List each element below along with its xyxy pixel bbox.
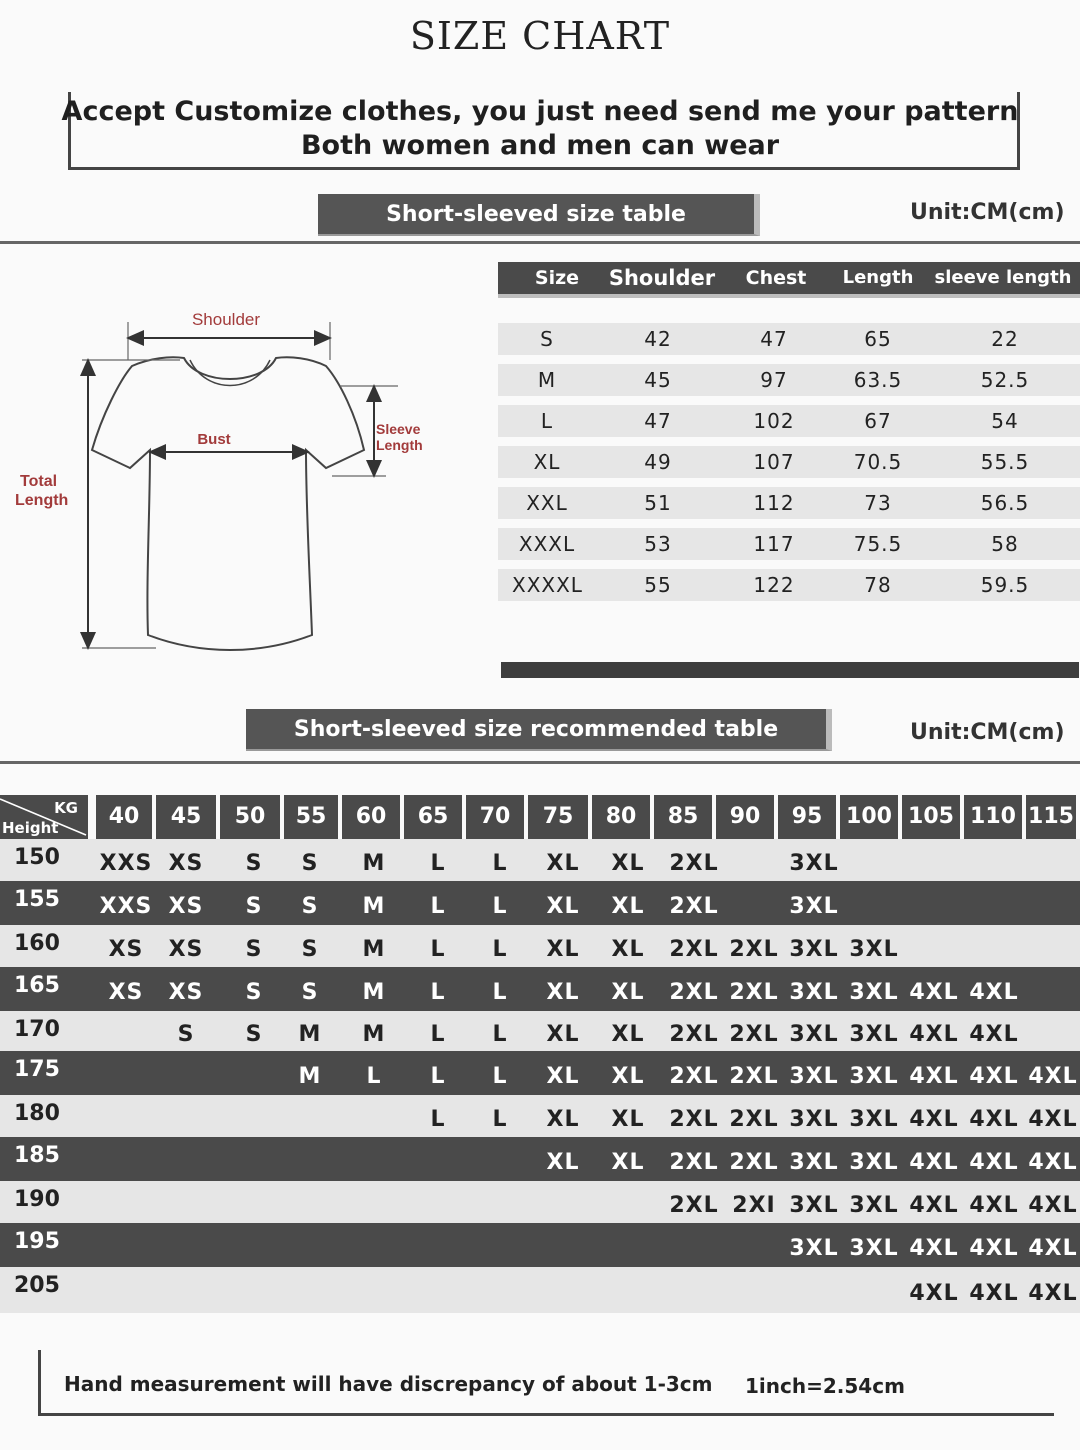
recommended-size-cell: 4XL	[1028, 1193, 1078, 1218]
recommended-size-cell: 4XL	[909, 1064, 959, 1089]
recommended-size-cell: XL	[611, 937, 645, 962]
recommended-size-cell: 3XL	[789, 1193, 839, 1218]
recommended-size-cell: 4XL	[909, 1193, 959, 1218]
recommended-size-cell: 2XL	[669, 937, 719, 962]
notice-line-2: Both women and men can wear	[300, 130, 780, 161]
recommended-size-cell: XL	[546, 1022, 580, 1047]
height-label: 150	[14, 845, 60, 870]
measurement-cell: XL	[533, 450, 561, 474]
measurement-row	[498, 405, 1080, 437]
measurement-cell: 65	[864, 327, 892, 351]
recommended-size-cell: 4XL	[969, 1281, 1019, 1306]
measurement-cell: 55.5	[980, 450, 1030, 474]
recommended-size-cell: 4XL	[909, 1107, 959, 1132]
height-label: 160	[14, 931, 60, 956]
recommended-size-cell: 4XL	[909, 1022, 959, 1047]
recommended-size-cell: 2XL	[669, 851, 719, 876]
recommended-size-cell: XL	[611, 1022, 645, 1047]
header-size: Size	[534, 267, 580, 289]
measurement-row	[498, 323, 1080, 355]
measurement-cell: L	[540, 409, 554, 433]
measurement-cell: 22	[991, 327, 1019, 351]
tshirt-outline	[92, 357, 364, 650]
height-label: 205	[14, 1273, 60, 1298]
recommended-size-cell: S	[177, 1022, 195, 1047]
recommend-row	[0, 967, 1080, 1011]
recommended-size-cell: L	[366, 1064, 382, 1089]
measurement-cell: 51	[644, 491, 672, 515]
recommended-size-cell: S	[301, 937, 319, 962]
recommended-size-cell: XS	[168, 851, 204, 876]
recommend-table-banner: Short-sleeved size recommended table	[246, 709, 832, 751]
footer-inch-conversion: 1inch=2.54cm	[745, 1374, 905, 1398]
recommended-size-cell: XS	[108, 937, 144, 962]
measurement-cell: 107	[753, 450, 795, 474]
measurement-cell: 67	[864, 409, 892, 433]
measurement-cell: 73	[864, 491, 892, 515]
recommended-size-cell: 2XL	[729, 1064, 779, 1089]
recommended-size-cell: XS	[108, 980, 144, 1005]
recommend-row	[0, 839, 1080, 881]
height-label: 180	[14, 1101, 60, 1126]
recommended-size-cell: M	[362, 937, 386, 962]
recommended-size-cell: 2XL	[729, 1150, 779, 1175]
recommended-size-cell: 4XL	[969, 1064, 1019, 1089]
measurement-cell: M	[537, 368, 557, 392]
recommend-table-header	[0, 795, 1080, 839]
divider	[0, 761, 1080, 764]
measurement-cell: 117	[753, 532, 795, 556]
recommended-size-cell: L	[430, 1107, 446, 1132]
recommended-size-cell: 3XL	[849, 980, 899, 1005]
weight-header-cell: 55	[284, 795, 342, 839]
recommended-size-cell: XL	[611, 980, 645, 1005]
recommend-row	[0, 1137, 1080, 1181]
recommended-size-cell: S	[245, 1022, 263, 1047]
corner-kg-label: KG	[54, 799, 78, 817]
measurement-cell: 58	[991, 532, 1019, 556]
recommend-unit-label: Unit:CM(cm)	[910, 720, 1065, 745]
shoulder-label: Shoulder	[191, 310, 261, 329]
weight-header-cell: 80	[592, 795, 654, 839]
bust-label: Bust	[197, 431, 231, 448]
divider	[0, 241, 1080, 244]
weight-header-cell: 85	[654, 795, 716, 839]
page-title: SIZE CHART	[409, 14, 671, 58]
weight-header-cell: 45	[156, 795, 220, 839]
recommended-size-cell: 4XL	[1028, 1064, 1078, 1089]
recommended-size-cell: 4XL	[1028, 1150, 1078, 1175]
weight-header-cell: 115	[1026, 795, 1080, 839]
measurement-cell: XXL	[526, 491, 568, 515]
recommended-size-cell: XL	[611, 1064, 645, 1089]
recommended-size-cell: 3XL	[789, 851, 839, 876]
recommended-size-cell: 4XL	[1028, 1236, 1078, 1261]
measurement-cell: 54	[991, 409, 1019, 433]
measurement-cell: 47	[644, 409, 672, 433]
recommended-size-cell: XL	[546, 937, 580, 962]
recommended-size-cell: L	[492, 1107, 508, 1132]
recommended-size-cell: 3XL	[789, 1064, 839, 1089]
measurement-cell: 53	[644, 532, 672, 556]
measurement-cell: 63.5	[853, 368, 903, 392]
recommended-size-cell: S	[301, 851, 319, 876]
recommended-size-cell: XL	[546, 1064, 580, 1089]
recommended-size-cell: L	[430, 851, 446, 876]
recommended-size-cell: L	[492, 1022, 508, 1047]
recommended-size-cell: 3XL	[849, 1064, 899, 1089]
recommended-size-cell: M	[298, 1064, 322, 1089]
corner-height-label: Height	[2, 819, 59, 837]
height-label: 195	[14, 1229, 60, 1254]
recommended-size-cell: 3XL	[849, 1107, 899, 1132]
recommended-size-cell: L	[430, 1064, 446, 1089]
weight-header-cell: 105	[902, 795, 964, 839]
recommended-size-cell: 2XL	[669, 1064, 719, 1089]
header-chest: Chest	[745, 267, 807, 289]
measurement-cell: 59.5	[980, 573, 1030, 597]
recommended-size-cell: 3XL	[789, 937, 839, 962]
recommended-size-cell: 4XL	[909, 980, 959, 1005]
height-label: 170	[14, 1017, 60, 1042]
measurement-cell: 45	[644, 368, 672, 392]
recommended-size-cell: L	[492, 937, 508, 962]
measurement-cell: XXXXL	[512, 573, 583, 597]
recommended-size-cell: 2XL	[669, 1022, 719, 1047]
recommended-size-cell: XL	[546, 980, 580, 1005]
measurement-cell: S	[540, 327, 554, 351]
measurement-cell: 55	[644, 573, 672, 597]
recommended-size-cell: 3XL	[849, 1193, 899, 1218]
recommended-size-cell: 4XL	[969, 1236, 1019, 1261]
recommend-row	[0, 1267, 1080, 1313]
recommended-size-cell: L	[430, 980, 446, 1005]
weight-header-cell: 110	[964, 795, 1026, 839]
total-label-1: Total	[20, 473, 58, 490]
measurement-cell: 42	[644, 327, 672, 351]
header-sleeve-length: sleeve length	[934, 267, 1072, 288]
recommended-size-cell: M	[298, 1022, 322, 1047]
recommended-size-cell: L	[430, 1022, 446, 1047]
recommended-size-cell: L	[430, 937, 446, 962]
recommended-size-cell: S	[301, 980, 319, 1005]
recommend-row	[0, 1181, 1080, 1223]
sleeve-label-1: Sleeve	[376, 421, 421, 437]
measurement-cell: 49	[644, 450, 672, 474]
recommended-size-cell: 2XL	[729, 937, 779, 962]
weight-header-cell: 90	[716, 795, 778, 839]
header-shoulder: Shoulder	[608, 266, 716, 290]
recommended-size-cell: 4XL	[1028, 1281, 1078, 1306]
height-label: 155	[14, 887, 60, 912]
recommend-row	[0, 881, 1080, 925]
measurement-cell: 75.5	[853, 532, 903, 556]
weight-header-cell: 40	[96, 795, 156, 839]
recommended-size-cell: XS	[168, 937, 204, 962]
recommended-size-cell: 4XL	[969, 1107, 1019, 1132]
weight-header-cell: 70	[466, 795, 528, 839]
measurement-cell: 112	[753, 491, 795, 515]
recommended-size-cell: XXS	[99, 851, 153, 876]
measurement-table-header	[498, 262, 1080, 298]
recommended-size-cell: 2XL	[669, 894, 719, 919]
recommended-size-cell: XL	[546, 1150, 580, 1175]
measurement-cell: 78	[864, 573, 892, 597]
measurement-table-footer-bar	[501, 662, 1079, 678]
height-label: 190	[14, 1187, 60, 1212]
recommended-size-cell: XL	[611, 1150, 645, 1175]
measurement-row	[498, 528, 1080, 560]
recommended-size-cell: 3XL	[789, 980, 839, 1005]
recommend-row	[0, 1011, 1080, 1051]
recommended-size-cell: XL	[611, 851, 645, 876]
measurement-row	[498, 569, 1080, 601]
recommended-size-cell: XL	[611, 1107, 645, 1132]
height-label: 185	[14, 1143, 60, 1168]
recommended-size-cell: XL	[611, 894, 645, 919]
weight-header-cell: 100	[840, 795, 902, 839]
recommended-size-cell: 3XL	[789, 1236, 839, 1261]
measurement-row	[498, 446, 1080, 478]
recommended-size-cell: XS	[168, 980, 204, 1005]
recommended-size-cell: XXS	[99, 894, 153, 919]
measurement-unit-label: Unit:CM(cm)	[910, 200, 1065, 225]
recommended-size-cell: S	[245, 851, 263, 876]
recommended-size-cell: 4XL	[909, 1281, 959, 1306]
recommended-size-cell: 3XL	[789, 1107, 839, 1132]
footer-measurement-note: Hand measurement will have discrepancy of about 1-3cm	[64, 1372, 713, 1396]
weight-header-cell: 95	[778, 795, 840, 839]
recommended-size-cell: M	[362, 980, 386, 1005]
header-length: Length	[842, 267, 914, 288]
recommended-size-cell: 2XL	[669, 1150, 719, 1175]
recommended-size-cell: S	[301, 894, 319, 919]
recommended-size-cell: 4XL	[909, 1236, 959, 1261]
measurement-cell: XXXL	[518, 532, 576, 556]
recommend-row	[0, 1095, 1080, 1137]
measurement-cell: 47	[760, 327, 788, 351]
corner-cell	[0, 795, 88, 839]
weight-header-cell: 50	[220, 795, 284, 839]
recommended-size-cell: XL	[546, 894, 580, 919]
measurement-row	[498, 364, 1080, 396]
recommended-size-cell: L	[430, 894, 446, 919]
recommended-size-cell: 2XL	[669, 1193, 719, 1218]
recommended-size-cell: M	[362, 851, 386, 876]
recommended-size-cell: L	[492, 1064, 508, 1089]
recommended-size-cell: 2XL	[729, 1107, 779, 1132]
recommend-row	[0, 925, 1080, 967]
recommended-size-cell: XL	[546, 851, 580, 876]
measurement-row	[498, 487, 1080, 519]
measurement-table-banner: Short-sleeved size table	[318, 194, 760, 236]
recommended-size-cell: 3XL	[849, 1150, 899, 1175]
height-label: 175	[14, 1057, 60, 1082]
recommended-size-cell: 4XL	[969, 1022, 1019, 1047]
recommended-size-cell: S	[245, 980, 263, 1005]
weight-header-cell: 65	[404, 795, 466, 839]
recommended-size-cell: 4XL	[969, 1150, 1019, 1175]
recommended-size-cell: M	[362, 894, 386, 919]
recommended-size-cell: 3XL	[849, 937, 899, 962]
measurement-cell: 97	[760, 368, 788, 392]
height-label: 165	[14, 973, 60, 998]
total-label-2: Length	[15, 492, 69, 509]
recommended-size-cell: 4XL	[1028, 1107, 1078, 1132]
recommended-size-cell: 3XL	[789, 1150, 839, 1175]
recommended-size-cell: S	[245, 894, 263, 919]
recommended-size-cell: 4XL	[909, 1150, 959, 1175]
measurement-cell: 122	[753, 573, 795, 597]
tshirt-diagram	[10, 300, 480, 665]
measurement-cell: 70.5	[853, 450, 903, 474]
notice-line-1: Accept Customize clothes, you just need send me your pattern	[61, 96, 1019, 127]
recommended-size-cell: XL	[546, 1107, 580, 1132]
sleeve-label-2: Length	[376, 437, 423, 453]
recommended-size-cell: 2XL	[669, 980, 719, 1005]
recommended-size-cell: 4XL	[969, 1193, 1019, 1218]
recommend-row	[0, 1051, 1080, 1095]
recommended-size-cell: 2XL	[669, 1107, 719, 1132]
measurement-cell: 52.5	[980, 368, 1030, 392]
recommended-size-cell: 3XL	[849, 1236, 899, 1261]
recommended-size-cell: M	[362, 1022, 386, 1047]
measurement-cell: 56.5	[980, 491, 1030, 515]
recommend-row	[0, 1223, 1080, 1267]
recommended-size-cell: 2XL	[729, 980, 779, 1005]
recommended-size-cell: XS	[168, 894, 204, 919]
measurement-cell: 102	[753, 409, 795, 433]
recommended-size-cell: 2XI	[732, 1193, 776, 1218]
recommended-size-cell: L	[492, 894, 508, 919]
recommended-size-cell: 3XL	[789, 1022, 839, 1047]
recommended-size-cell: S	[245, 937, 263, 962]
recommended-size-cell: 3XL	[849, 1022, 899, 1047]
recommended-size-cell: 4XL	[969, 980, 1019, 1005]
recommended-size-cell: 3XL	[789, 894, 839, 919]
weight-header-cell: 60	[342, 795, 404, 839]
recommended-size-cell: L	[492, 851, 508, 876]
weight-header-cell: 75	[528, 795, 592, 839]
recommended-size-cell: L	[492, 980, 508, 1005]
recommended-size-cell: 2XL	[729, 1022, 779, 1047]
